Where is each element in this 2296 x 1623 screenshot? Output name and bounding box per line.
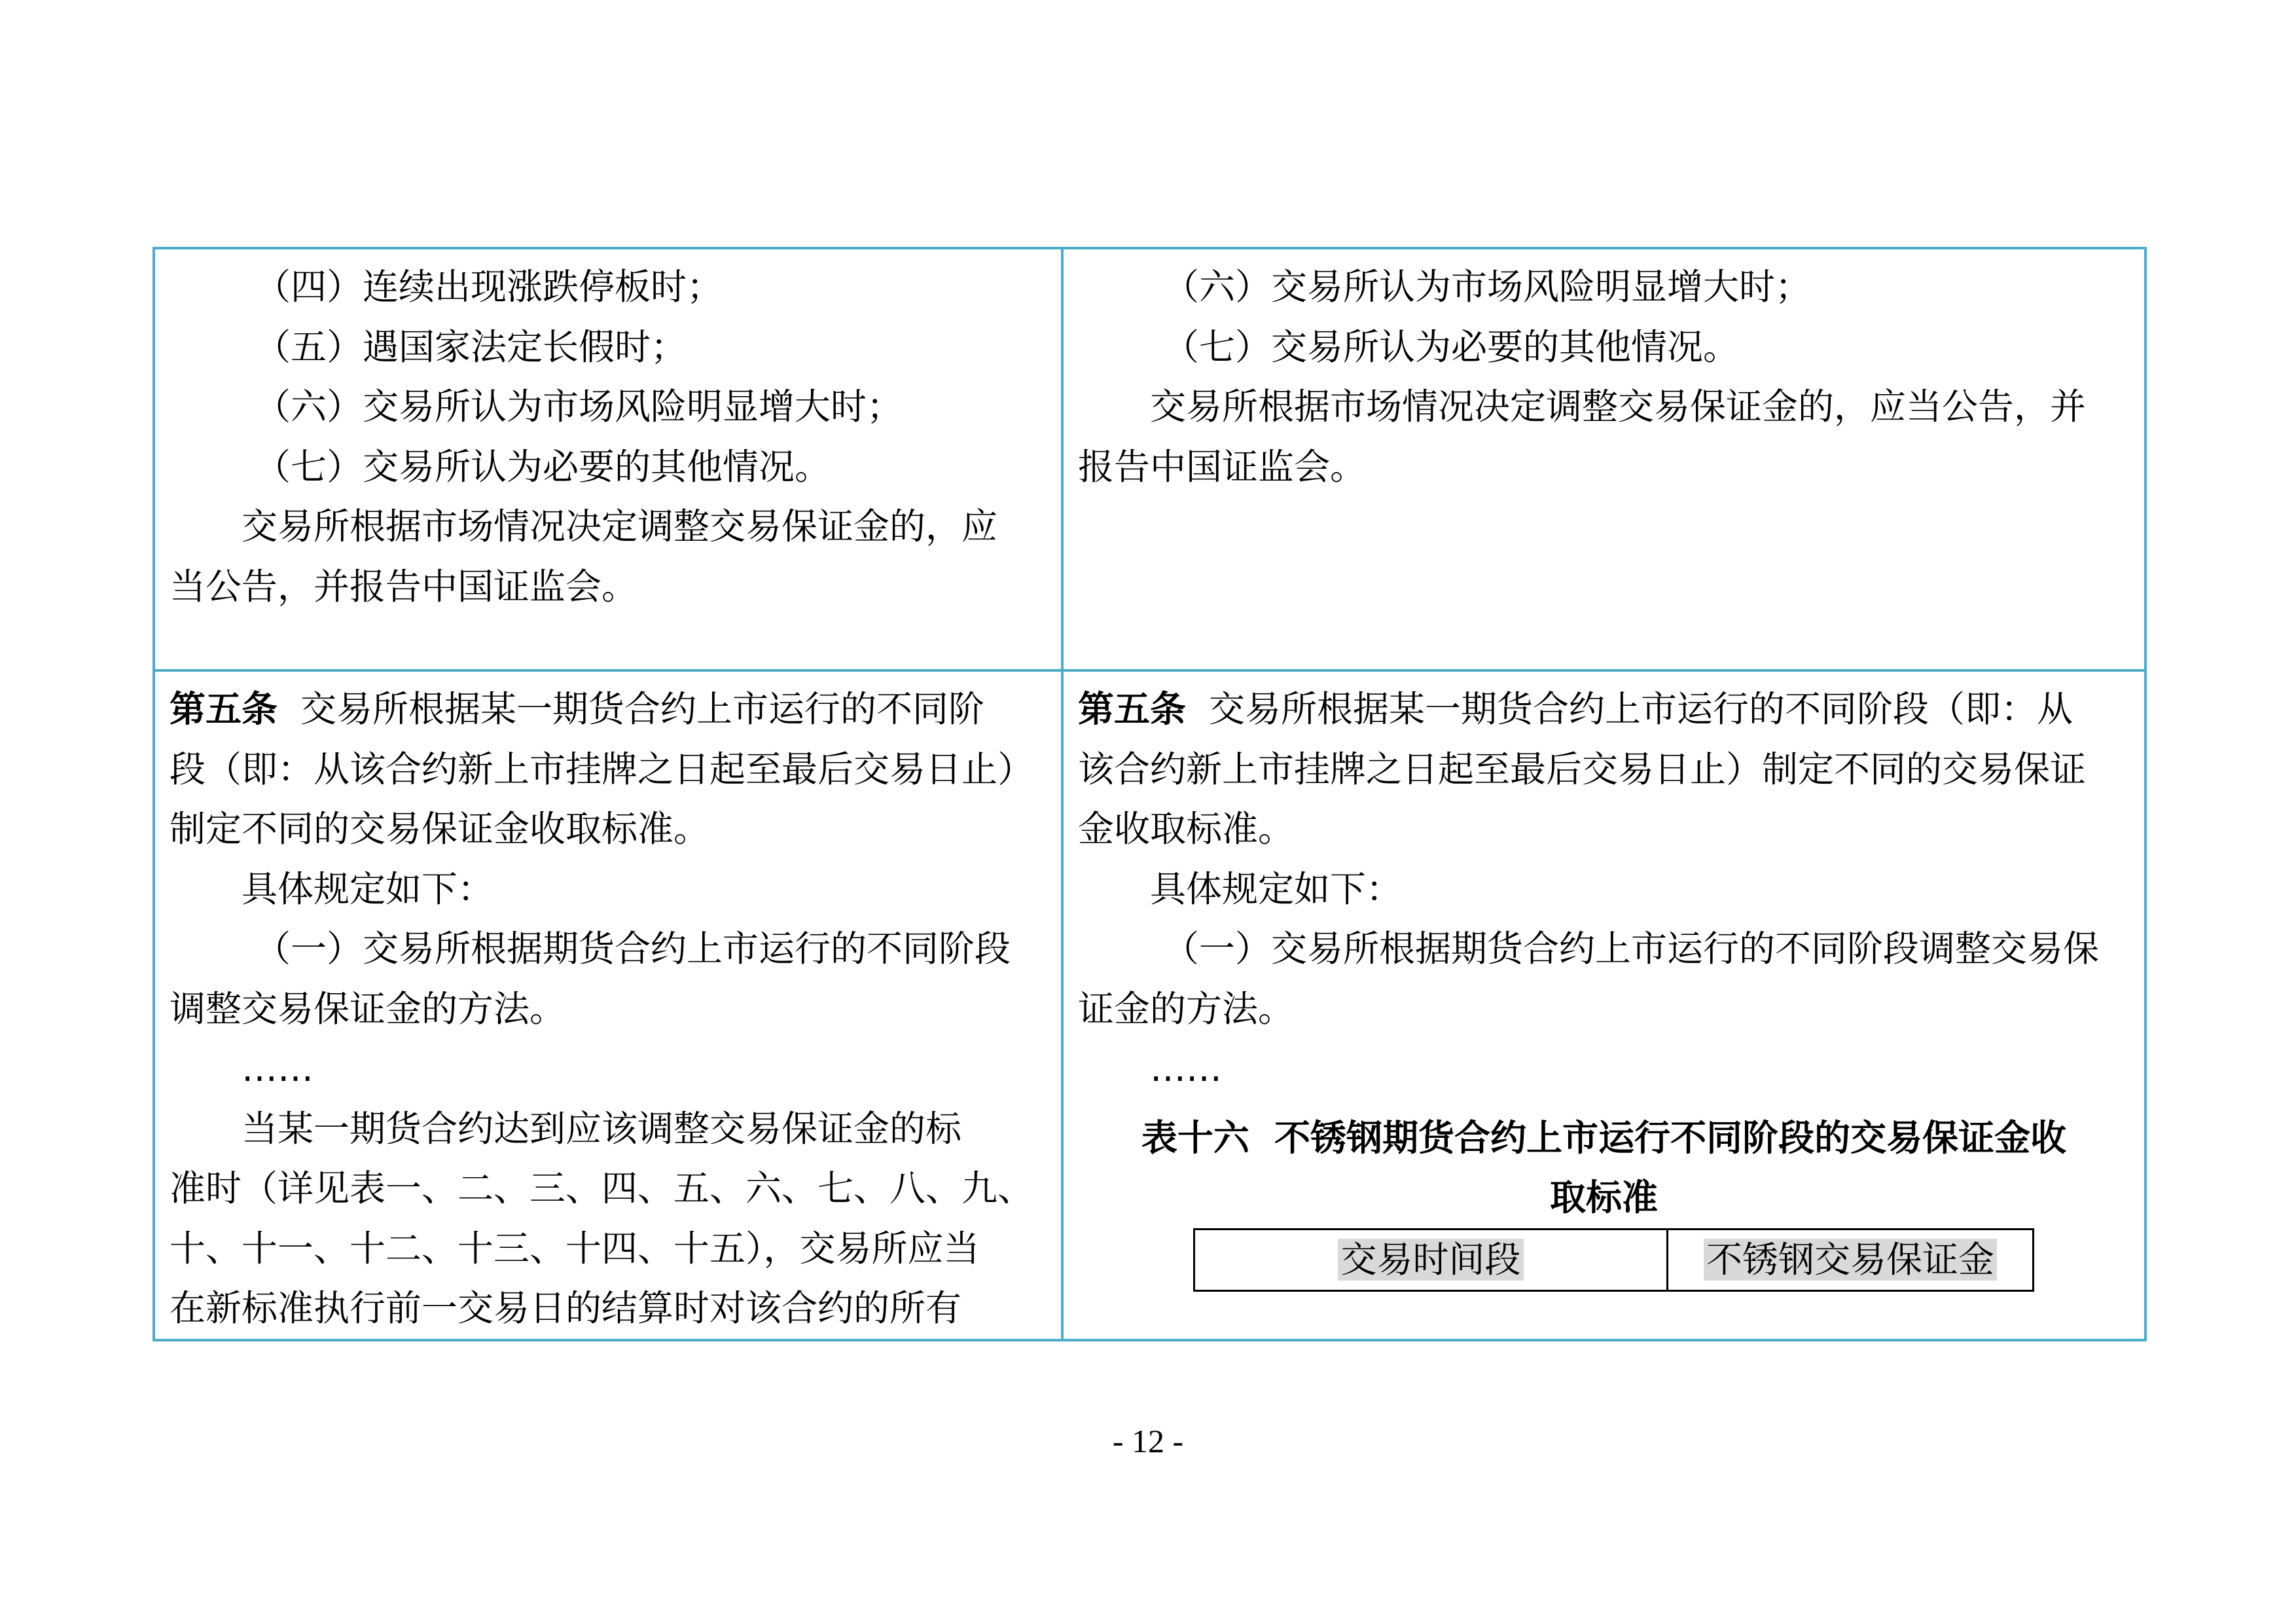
right-bottom-cell xyxy=(1062,670,2145,1340)
text-line: 该合约新上市挂牌之日起至最后交易日止）制定不同的交易保证 xyxy=(1078,748,2087,790)
text-line: 调整交易保证金的方法。 xyxy=(170,987,566,1030)
margin-standard-table xyxy=(1193,1228,2034,1292)
table-caption xyxy=(1078,1108,2130,1228)
text-line: 证金的方法。 xyxy=(1078,987,1295,1030)
article-heading: 第五条 xyxy=(170,688,278,730)
text-line: （四）连续出现涨跌停板时； xyxy=(255,266,723,308)
text-line: （五）遇国家法定长假时； xyxy=(255,325,687,368)
comparison-table xyxy=(152,247,2147,1341)
text-line: 十、十一、十二、十三、十四、十五），交易所应当 xyxy=(170,1227,980,1269)
table-caption-line: 表十六 不锈钢期货合约上市运行不同阶段的交易保证金收 xyxy=(1141,1116,2067,1159)
left-top-cell xyxy=(154,248,1062,670)
article-line xyxy=(1078,680,2130,740)
text-line: （七）交易所认为必要的其他情况。 xyxy=(255,445,831,488)
table-row xyxy=(154,670,2145,1340)
table-header-row xyxy=(1194,1229,2034,1291)
text-line: 在新标准执行前一交易日的结算时对该合约的所有 xyxy=(170,1287,962,1329)
left-bottom-cell xyxy=(154,670,1062,1340)
text-line: （六）交易所认为市场风险明显增大时； xyxy=(1163,266,1812,308)
article-text: 交易所根据某一期货合约上市运行的不同阶段（即：从 xyxy=(1208,688,2073,730)
text-line: 当公告，并报告中国证监会。 xyxy=(170,565,638,608)
text-line: 准时（详见表一、二、三、四、五、六、七、八、九、 xyxy=(170,1167,1034,1209)
text-line: 金收取标准。 xyxy=(1078,808,1295,850)
text-line: 段（即：从该合约新上市挂牌之日起至最后交易日止） xyxy=(170,748,1034,790)
text-line: 交易所根据市场情况决定调整交易保证金的，应 xyxy=(242,505,998,547)
text-line: （一）交易所根据期货合约上市运行的不同阶段调整交易保 xyxy=(1163,928,2100,970)
article-heading: 第五条 xyxy=(1078,688,1187,730)
text-line: （七）交易所认为必要的其他情况。 xyxy=(1163,325,1740,368)
table-row xyxy=(154,248,2145,670)
text-line: 当某一期货合约达到应该调整交易保证金的标 xyxy=(242,1107,962,1150)
article-text: 交易所根据某一期货合约上市运行的不同阶 xyxy=(300,688,984,730)
right-top-cell xyxy=(1062,248,2145,670)
text-line: 具体规定如下： xyxy=(1150,867,1403,910)
column-header-trading-period: 交易时间段 xyxy=(1194,1229,1668,1291)
ellipsis: …… xyxy=(1150,1048,1222,1089)
text-line: 交易所根据市场情况决定调整交易保证金的，应当公告，并 xyxy=(1150,386,2087,428)
table-caption-line: 取标准 xyxy=(1549,1176,1658,1218)
text-line: 制定不同的交易保证金收取标准。 xyxy=(170,808,710,850)
article-line xyxy=(170,680,1047,740)
text-line: 具体规定如下： xyxy=(242,867,494,910)
page-number: - 12 - xyxy=(1112,1423,1184,1459)
column-header-stainless-margin: 不锈钢交易保证金 xyxy=(1668,1229,2034,1291)
text-line: （六）交易所认为市场风险明显增大时； xyxy=(255,386,903,428)
ellipsis: …… xyxy=(242,1048,314,1089)
text-line: （一）交易所根据期货合约上市运行的不同阶段 xyxy=(255,928,1011,970)
text-line: 报告中国证监会。 xyxy=(1078,445,1367,488)
